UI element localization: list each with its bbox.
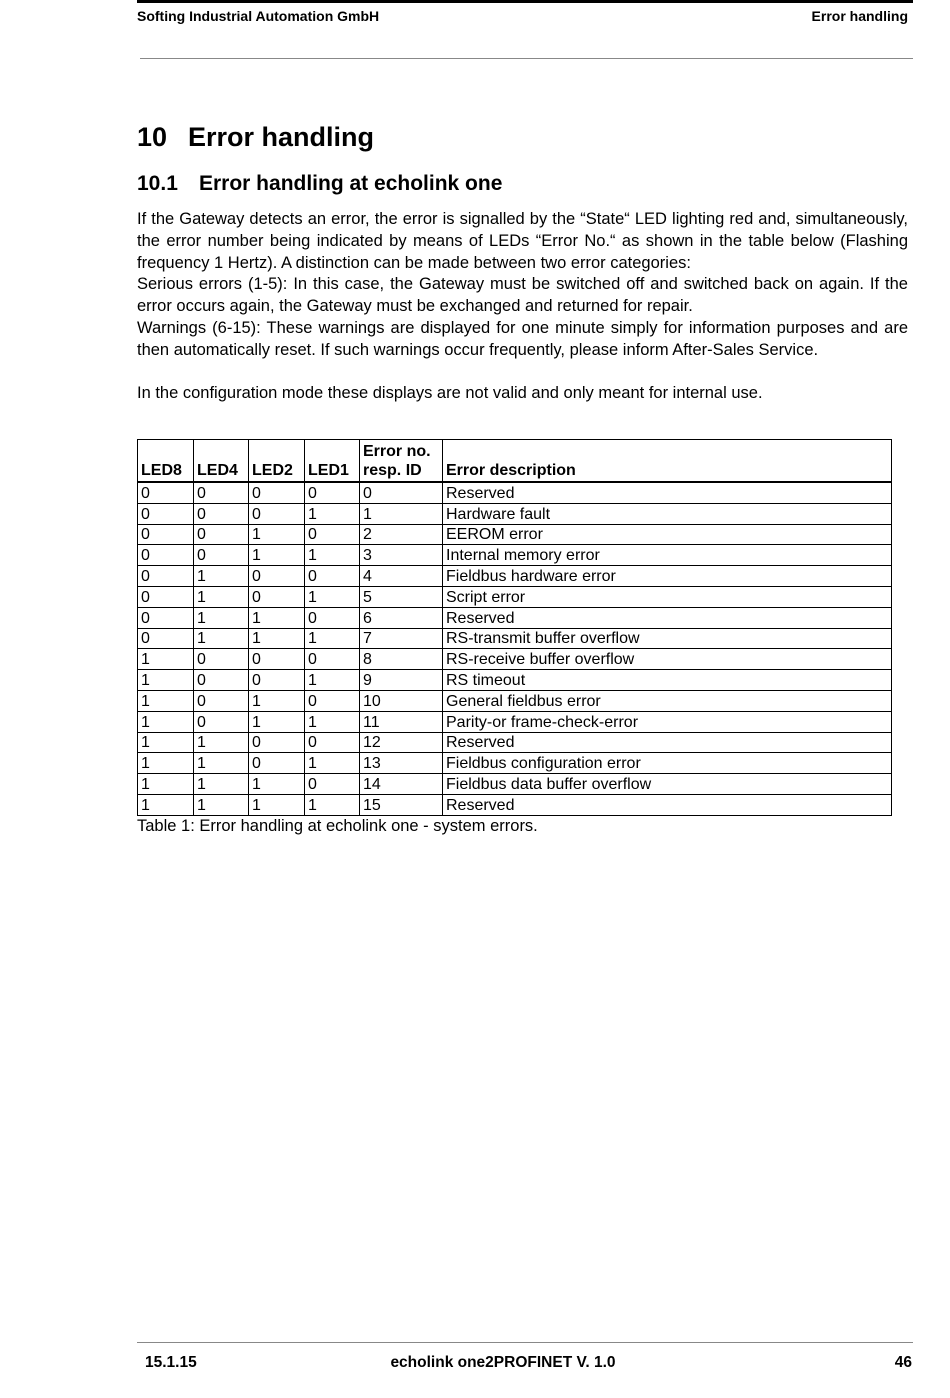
led8-cell: 1 <box>138 732 194 753</box>
header-led4: LED4 <box>194 440 249 483</box>
led2-cell: 0 <box>249 670 305 691</box>
table-row <box>138 503 892 524</box>
led1-cell: 0 <box>305 607 360 628</box>
led1-cell: 1 <box>305 628 360 649</box>
section-title: Error handling at echolink one <box>199 172 503 195</box>
led2-cell: 1 <box>249 711 305 732</box>
led4-cell: 1 <box>194 628 249 649</box>
header-led8: LED8 <box>138 440 194 483</box>
error-description-cell: Reserved <box>443 482 892 503</box>
error-description-cell: Fieldbus configuration error <box>443 753 892 774</box>
error-description-cell: Reserved <box>443 607 892 628</box>
header-company: Softing Industrial Automation GmbH <box>137 8 380 24</box>
led4-cell: 1 <box>194 794 249 815</box>
led2-cell: 1 <box>249 545 305 566</box>
footer-page-number: 46 <box>894 1354 912 1371</box>
error-description-cell: RS timeout <box>443 670 892 691</box>
error-no-cell: 7 <box>360 628 443 649</box>
table-row <box>138 482 892 503</box>
error-description-cell: Reserved <box>443 732 892 753</box>
paragraph-serious-errors: Serious errors (1-5): In this case, the Gateway must be switched off and switched back on again. If the error occurs again, the Gateway must be exchanged and returned for repair. <box>137 275 908 316</box>
led4-cell: 0 <box>194 690 249 711</box>
table-row <box>138 566 892 587</box>
led8-cell: 1 <box>138 753 194 774</box>
led1-cell: 0 <box>305 774 360 795</box>
led1-cell: 1 <box>305 545 360 566</box>
header-top-rule <box>137 0 913 3</box>
led1-cell: 1 <box>305 711 360 732</box>
chapter-title: Error handling <box>188 122 375 152</box>
header-error-no <box>360 440 443 483</box>
header-rule <box>140 58 913 59</box>
error-no-cell: 14 <box>360 774 443 795</box>
error-no-cell: 2 <box>360 524 443 545</box>
led4-cell: 0 <box>194 670 249 691</box>
error-no-cell: 3 <box>360 545 443 566</box>
led2-cell: 1 <box>249 628 305 649</box>
table-row <box>138 524 892 545</box>
led4-cell: 1 <box>194 753 249 774</box>
table-row <box>138 711 892 732</box>
led8-cell: 0 <box>138 482 194 503</box>
led2-cell: 1 <box>249 774 305 795</box>
led4-cell: 0 <box>194 711 249 732</box>
table-row <box>138 690 892 711</box>
led8-cell: 1 <box>138 649 194 670</box>
error-no-cell: 0 <box>360 482 443 503</box>
table-body <box>138 482 892 815</box>
header-led2: LED2 <box>249 440 305 483</box>
footer-product: echolink one2PROFINET V. 1.0 <box>390 1354 616 1371</box>
table-row <box>138 545 892 566</box>
error-description-cell: Fieldbus data buffer overflow <box>443 774 892 795</box>
led1-cell: 1 <box>305 753 360 774</box>
error-no-cell: 15 <box>360 794 443 815</box>
header-section: Error handling <box>811 8 908 24</box>
paragraph-intro: If the Gateway detects an error, the error is signalled by the “State“ LED lighting red and, simultaneously, the error number being indicated by means of LEDs “Error No.“ as shown in the table below (Flashing frequency 1 Hertz). A distinction can be made between two error categories: <box>137 210 908 272</box>
error-no-cell: 1 <box>360 503 443 524</box>
error-description-cell: Parity-or frame-check-error <box>443 711 892 732</box>
error-description-cell: Hardware fault <box>443 503 892 524</box>
error-no-cell: 5 <box>360 586 443 607</box>
error-no-cell: 9 <box>360 670 443 691</box>
led4-cell: 0 <box>194 649 249 670</box>
led1-cell: 0 <box>305 482 360 503</box>
error-no-cell: 10 <box>360 690 443 711</box>
led8-cell: 0 <box>138 607 194 628</box>
error-no-cell: 6 <box>360 607 443 628</box>
led4-cell: 0 <box>194 545 249 566</box>
led1-cell: 0 <box>305 690 360 711</box>
header-led1: LED1 <box>305 440 360 483</box>
table-row <box>138 607 892 628</box>
header-error-no-line1: Error no. <box>363 443 431 460</box>
paragraph-config-mode: In the configuration mode these displays are not valid and only meant for internal use. <box>137 384 763 403</box>
led2-cell: 0 <box>249 566 305 587</box>
footer-rule <box>137 1342 913 1343</box>
led4-cell: 1 <box>194 732 249 753</box>
section-heading <box>137 172 502 196</box>
led1-cell: 0 <box>305 566 360 587</box>
table-row <box>138 732 892 753</box>
led4-cell: 0 <box>194 524 249 545</box>
led1-cell: 1 <box>305 503 360 524</box>
led1-cell: 0 <box>305 524 360 545</box>
error-no-cell: 13 <box>360 753 443 774</box>
chapter-heading <box>137 122 374 153</box>
led2-cell: 0 <box>249 649 305 670</box>
table-row <box>138 586 892 607</box>
led2-cell: 1 <box>249 607 305 628</box>
led1-cell: 0 <box>305 649 360 670</box>
led8-cell: 1 <box>138 690 194 711</box>
table-row <box>138 794 892 815</box>
table-row <box>138 649 892 670</box>
error-no-cell: 8 <box>360 649 443 670</box>
led1-cell: 1 <box>305 586 360 607</box>
led8-cell: 0 <box>138 524 194 545</box>
led8-cell: 1 <box>138 774 194 795</box>
led1-cell: 0 <box>305 732 360 753</box>
table-caption: Table 1: Error handling at echolink one - system errors. <box>137 817 538 835</box>
led2-cell: 1 <box>249 690 305 711</box>
led2-cell: 0 <box>249 586 305 607</box>
led8-cell: 0 <box>138 503 194 524</box>
led4-cell: 1 <box>194 586 249 607</box>
chapter-number: 10 <box>137 122 168 152</box>
led2-cell: 1 <box>249 524 305 545</box>
led2-cell: 0 <box>249 753 305 774</box>
error-description-cell: Internal memory error <box>443 545 892 566</box>
table-row <box>138 774 892 795</box>
error-description-cell: Fieldbus hardware error <box>443 566 892 587</box>
led2-cell: 0 <box>249 503 305 524</box>
error-no-cell: 11 <box>360 711 443 732</box>
led8-cell: 0 <box>138 545 194 566</box>
footer-date: 15.1.15 <box>145 1354 197 1371</box>
led4-cell: 1 <box>194 566 249 587</box>
section-number: 10.1 <box>137 172 178 195</box>
error-no-cell: 12 <box>360 732 443 753</box>
led2-cell: 1 <box>249 794 305 815</box>
led1-cell: 1 <box>305 794 360 815</box>
body-text <box>137 209 908 405</box>
led8-cell: 1 <box>138 711 194 732</box>
error-description-cell: EEROM error <box>443 524 892 545</box>
led8-cell: 0 <box>138 566 194 587</box>
header-error-description: Error description <box>443 440 892 483</box>
led4-cell: 0 <box>194 482 249 503</box>
led2-cell: 0 <box>249 482 305 503</box>
error-no-cell: 4 <box>360 566 443 587</box>
led4-cell: 1 <box>194 774 249 795</box>
error-description-cell: Script error <box>443 586 892 607</box>
table-header-row <box>138 440 892 483</box>
error-description-cell: General fieldbus error <box>443 690 892 711</box>
table-row <box>138 670 892 691</box>
led8-cell: 1 <box>138 670 194 691</box>
led2-cell: 0 <box>249 732 305 753</box>
table-row <box>138 628 892 649</box>
error-description-cell: RS-transmit buffer overflow <box>443 628 892 649</box>
led8-cell: 0 <box>138 586 194 607</box>
led4-cell: 1 <box>194 607 249 628</box>
error-description-cell: RS-receive buffer overflow <box>443 649 892 670</box>
header-error-no-line2: resp. ID <box>363 462 422 479</box>
led8-cell: 0 <box>138 628 194 649</box>
led8-cell: 1 <box>138 794 194 815</box>
error-description-cell: Reserved <box>443 794 892 815</box>
led4-cell: 0 <box>194 503 249 524</box>
paragraph-warnings: Warnings (6-15): These warnings are displayed for one minute simply for information purposes and are then automatically reset. If such warnings occur frequently, please inform After-Sales Service. <box>137 318 908 359</box>
table-row <box>138 753 892 774</box>
led1-cell: 1 <box>305 670 360 691</box>
error-table <box>137 439 892 816</box>
